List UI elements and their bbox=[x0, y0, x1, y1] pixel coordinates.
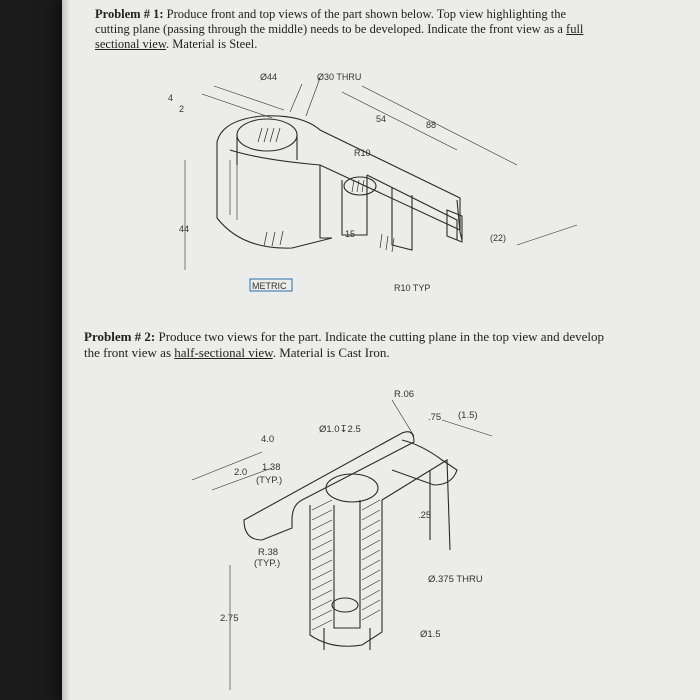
half-sectional-view-text: half-sectional view bbox=[174, 345, 273, 360]
dim-typ-1: (TYP.) bbox=[256, 475, 283, 486]
problem-2-text: Produce two views for the part. Indicate the cutting plane in the top view and develop the front view as bbox=[84, 329, 604, 360]
metric-label: METRIC bbox=[252, 281, 287, 291]
dim-88: 88 bbox=[426, 120, 437, 130]
problem-1-text: Produce front and top views of the part shown below. Top view highlighting the cutting plane (passing through the middle) needs to be developed. Indicate the front view as a bbox=[95, 7, 567, 36]
dim-4: 4 bbox=[168, 93, 174, 103]
dim-r10: R10 bbox=[354, 148, 371, 158]
problem-1-label: Problem # 1: bbox=[95, 7, 164, 21]
dim-40: 4.0 bbox=[261, 434, 275, 445]
dim-075: .75 bbox=[428, 412, 442, 423]
problem-2-label: Problem # 2: bbox=[84, 329, 156, 344]
dim-025: .25 bbox=[418, 510, 432, 521]
paper-sheet bbox=[62, 0, 700, 700]
dim-r10-typ: R10 TYP bbox=[394, 283, 431, 293]
dim-15: 15 bbox=[345, 229, 356, 239]
dim-275: 2.75 bbox=[220, 613, 239, 624]
problem-2-suffix: . Material is Cast Iron. bbox=[272, 345, 390, 360]
dim-138: 1.38 bbox=[262, 462, 281, 473]
dim-d30-thru: Ø30 THRU bbox=[317, 72, 362, 82]
dim-d44: Ø44 bbox=[260, 72, 278, 82]
full-sectional-view-text: full sectional view bbox=[95, 22, 584, 51]
dim-2: 2 bbox=[179, 104, 185, 114]
dim-15-ref: (1.5) bbox=[458, 410, 478, 421]
dim-44: 44 bbox=[179, 224, 190, 234]
dim-r06: R.06 bbox=[394, 389, 415, 400]
dim-20: 2.0 bbox=[234, 467, 248, 478]
dim-22: (22) bbox=[490, 233, 507, 243]
problem-2-statement bbox=[84, 329, 604, 361]
dim-typ-2: (TYP.) bbox=[254, 558, 281, 569]
dim-d10-depth: Ø1.0↧2.5 bbox=[319, 424, 361, 435]
problem-1-suffix: . Material is Steel. bbox=[166, 37, 258, 51]
dim-d15: Ø1.5 bbox=[420, 629, 441, 640]
dim-54: 54 bbox=[376, 114, 387, 124]
dim-r38: R.38 bbox=[258, 547, 279, 558]
dim-d375-thru: Ø.375 THRU bbox=[428, 574, 483, 585]
